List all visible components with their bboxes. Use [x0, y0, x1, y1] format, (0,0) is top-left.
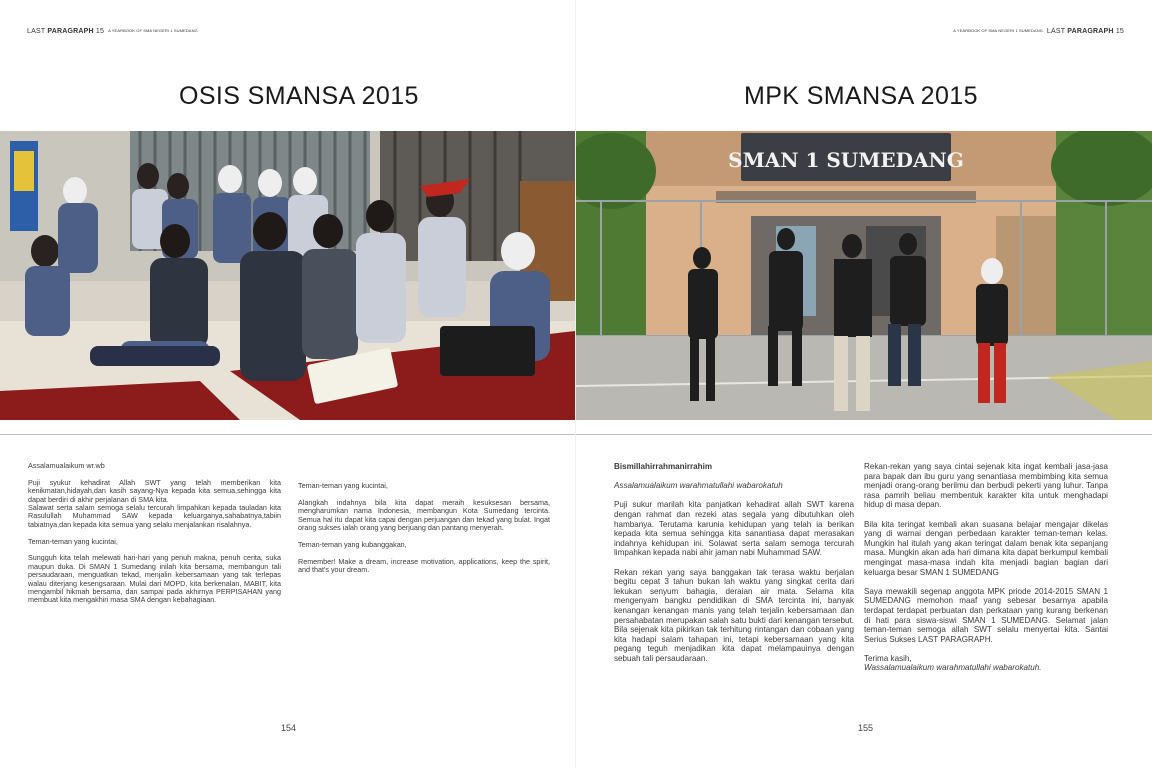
closing: Terima kasih,: [864, 653, 912, 663]
right-page: [576, 0, 1152, 768]
paragraph: Remember! Make a dream, increase motivation, applications, keep the spirit, and that's your dream.: [298, 556, 550, 575]
paragraph: Rekan-rekan yang saya cintai sejenak kita ingat kembali jasa-jasa para bapak dan ibu guru yang senantiasa membimbing kita semua menjadi orang-orang berilmu dan berbudi pekerti yang luhur. Tanpa rasa pamrih beliau membentuk karakter kita untuk menghadapi hidup di masa depan.: [864, 462, 1108, 510]
paragraph: Puji sukur marilah kita panjatkan kehadirat allah SWT karena dengan rahmat dan rezeki atas segala yang dibutuhkan oleh hambanya. Terutama karunia kehidupan yang telah ia berikan kepada kita semua sehingga kita sanantiasa dapat merasakan indahnya kehidupan ini. Solawat serta salam semoga tercurah limpahkan kepada nabi ahir jaman nabi Muhammad SAW.: [614, 500, 854, 558]
paragraph: Teman-teman yang kucintai,: [28, 536, 118, 546]
magazine-name: LAST PARAGRAPH 15: [27, 28, 105, 35]
building-sign: SMAN 1 SUMEDANG: [728, 148, 964, 172]
magazine-subtitle: A YEARBOOK OF SMA NEGERI 1 SUMEDANG: [953, 28, 1043, 33]
running-head-left: [27, 28, 202, 35]
section-divider: [0, 434, 576, 435]
osis-text-column-1: [28, 462, 281, 613]
page-title: OSIS SMANSA 2015: [179, 82, 419, 110]
paragraph: Teman-teman yang kucintai,: [298, 481, 388, 490]
greeting: Assalamualaikum warahmatullahi wabarokatuh: [614, 481, 783, 491]
mpk-text-column-2: [864, 462, 1108, 683]
paragraph: Rekan rekan yang saya banggakan tak terasa waktu berjalan begitu cepat 3 tahun bukan lah waktu yang singkat cerita dari lekukan senyum bahagia, deraian air mata. Selama kita mengenyam bangku pendidikan di SMA tercinta ini, banyak kenangan kenangan manis yang telah terjalin kebersamaan dan persahabatan merupakan salah satu bukti dari kenangan tersebut. Bila sejenak kita pikirkan tak terhitung rintangan dan cobaan yang kita hadapi salam tahapan ini, tetapi kebersamaan yang kita pegang teguh menjadikan kita dapat melampauinya dengan sebuah tali persaudaraan.: [614, 567, 854, 663]
paragraph: Sungguh kita telah melewati hari-hari yang penuh makna, penuh cerita, suka maupun duka. Di SMAN 1 Sumedang inilah kita bersama, membangun tali persaudaraan, menguatkan tekad, menjalin kebersamaan yang tak terlepas walau diterjang kesengsaraan. Mulai dari MOPD, kita berkenalan, MABIT, kita mengambil hikmah bersama, dan sampai pada akhirnya PERPISAHAN yang membuat kita mengakhiri masa SMA dengan kebahagiaan.: [28, 553, 281, 605]
magazine-subtitle: A YEARBOOK OF SMA NEGERI 1 SUMEDANG: [108, 28, 198, 33]
page-number: 155: [858, 723, 874, 733]
running-head-right: [949, 28, 1124, 35]
paragraph: Alangkah indahnya bila kita dapat meraih kesuksesan bersama, mengharumkan nama Indonesia, membangun Kota Sumedang tercinta. Semua hal itu dapat kita capai dengan perjuangan dan tekad yang bulat. Ingat orang sukses ialah orang yang berjuang dan pantang menyerah.: [298, 497, 550, 533]
osis-text-column-2: [298, 482, 550, 583]
osis-group-photo: [0, 131, 575, 420]
paragraph: Bila kita teringat kembali akan suasana belajar mengajar dikelas yang di warnai dengan perbedaan karakter teman-teman kelas. Mungkin hal itulah yang akan teringat dalam benak kita sepanjang masa. Mungkin akan ada hari dimana kita dapat berkumpul kembali mengingat masa-masa indah kita menjadi bagian bagian dari keluarga besar SMAN 1 SUMEDANG: [864, 519, 1108, 577]
paragraph: Teman-teman yang kubanggakan,: [298, 539, 407, 549]
paragraph: Saya mewakili segenap anggota MPK priode 2014-2015 SMAN 1 SUMEDANG memohon maaf yang sebesar besarnya apabila terdapat terdapat perbuatan dan perkataan yang kurang berkenan di hati para siswa-siswi SMAN 1 SUMEDANG. Selamat jalan teman-teman semoga allah SWT selalu menyertai kita. Santai Serius Sukses LAST PARAGRAPH.: [864, 586, 1108, 644]
paragraph: Assalamualaikum wr.wb: [28, 461, 105, 470]
page-title: MPK SMANSA 2015: [744, 82, 978, 110]
closing-greeting: Wassalamualaikum warahmatullahi wabarokatuh.: [864, 663, 1042, 673]
magazine-name: LAST PARAGRAPH 15: [1046, 28, 1124, 35]
opening-basmala: Bismillahirrahmanirrahim: [614, 462, 713, 471]
paragraph: Puji syukur kehadirat Allah SWT yang telah memberikan kita kenikmatan,hidayah,dan kasih sayang-Nya kepada kita semua,sehingga kita dapat berdiri di akhir perjalanan di SMA kita. Salawat serta salam semoga selalu tercurah limpahkan kepada tauladan kita Rasulullah Muhammad SAW kepada keluarganya,sahabatnya,tabiin tabiatnya,dan kepada kita semua yang selalu menjalankan risalahnya.: [28, 477, 281, 529]
mpk-group-photo: [576, 131, 1152, 420]
mpk-text-column-1: [614, 462, 854, 673]
page-number: 154: [281, 723, 297, 733]
section-divider: [576, 434, 1152, 435]
